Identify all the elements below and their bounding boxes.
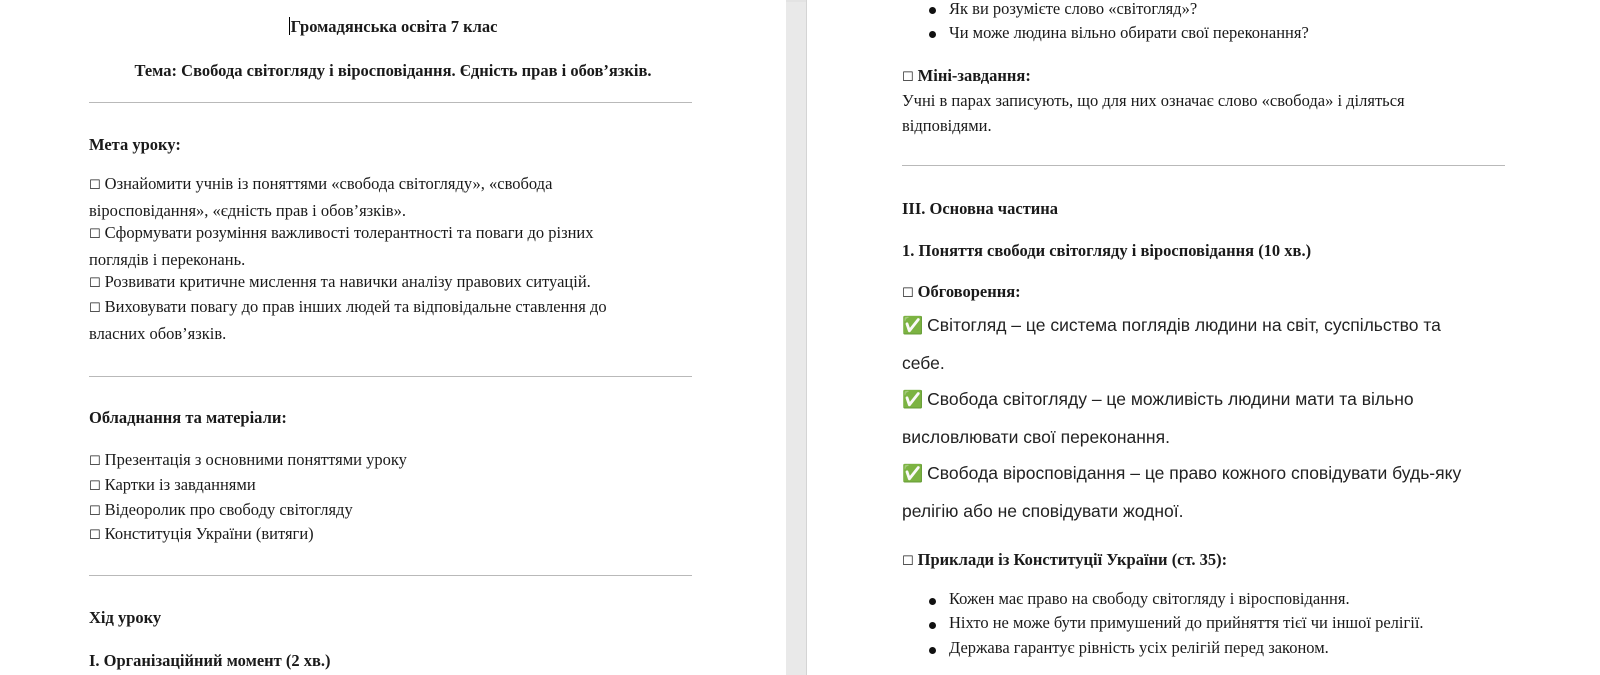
examples-heading[interactable]: ☐ Приклади із Конституції України (ст. 35): [902, 550, 1228, 569]
discussion-heading[interactable]: ☐ Обговорення: [902, 282, 1021, 301]
goal-item-4[interactable]: ☐ Виховувати повагу до прав інших людей та відповідальне ставлення до власних обов’язків. [89, 297, 607, 343]
checkbox-icon: ☐ [89, 178, 101, 193]
definition-item-2[interactable]: ✅ Свобода світогляду – це можливість людини мати та вільно висловлювати свої переконання. [902, 389, 1414, 447]
document-title[interactable]: Громадянська освіта 7 клас [290, 17, 498, 36]
checkbox-icon: ☐ [902, 70, 914, 85]
horizontal-rule [89, 376, 692, 377]
document-page-right[interactable] [806, 0, 1600, 675]
checkbox-icon: ☐ [902, 286, 914, 301]
section-1-heading[interactable]: 1. Поняття свободи світогляду і віросповідання (10 хв.) [902, 241, 1312, 260]
checkmark-icon: ✅ [902, 316, 924, 336]
bullet-icon [929, 598, 936, 605]
example-item-1[interactable]: Кожен має право на свободу світогляду і віросповідання. [949, 589, 1350, 608]
example-item-3[interactable]: Держава гарантує рівність усіх релігій перед законом. [949, 638, 1329, 657]
example-item-2[interactable]: Ніхто не може бути примушений до прийняття тієї чи іншої релігії. [949, 613, 1424, 632]
checkbox-icon: ☐ [89, 504, 101, 519]
text-cursor [289, 17, 290, 35]
goal-heading[interactable]: Мета уроку: [89, 135, 181, 154]
main-part-heading[interactable]: III. Основна частина [902, 199, 1059, 218]
bullet-icon [929, 622, 936, 629]
question-item-2[interactable]: Чи може людина вільно обирати свої переконання? [949, 23, 1309, 42]
course-heading[interactable]: Хід уроку [89, 608, 162, 627]
question-item-1[interactable]: Як ви розумієте слово «світогляд»? [949, 0, 1198, 18]
goal-item-3[interactable]: ☐ Розвивати критичне мислення та навички аналізу правових ситуацій. [89, 272, 591, 291]
checkmark-icon: ✅ [902, 390, 924, 410]
checkbox-icon: ☐ [902, 554, 914, 569]
checkbox-icon: ☐ [89, 479, 101, 494]
equipment-item-4[interactable]: ☐ Конституція України (витяги) [89, 524, 314, 543]
goal-item-2[interactable]: ☐ Сформувати розуміння важливості толерантності та поваги до різних поглядів і переконань. [89, 223, 594, 269]
mini-task-heading[interactable]: ☐ Міні-завдання: [902, 66, 1031, 85]
goal-item-1[interactable]: ☐ Ознайомити учнів із поняттями «свобода світогляду», «свобода віросповідання», «єдність прав і обов’язків». [89, 174, 553, 220]
bullet-icon [929, 647, 936, 654]
checkbox-icon: ☐ [89, 454, 101, 469]
horizontal-rule [89, 575, 692, 576]
checkmark-icon: ✅ [902, 464, 924, 484]
equipment-item-3[interactable]: ☐ Відеоролик про свободу світогляду [89, 500, 353, 519]
definition-item-3[interactable]: ✅ Свобода віросповідання – це право кожного сповідувати будь-яку релігію або не сповідувати жодної. [902, 463, 1462, 521]
bullet-icon [929, 31, 936, 38]
equipment-item-1[interactable]: ☐ Презентація з основними поняттями уроку [89, 450, 407, 469]
mini-task-text[interactable]: Учні в парах записують, що для них означає слово «свобода» і діляться відповідями. [902, 91, 1405, 135]
horizontal-rule [89, 102, 692, 103]
checkbox-icon: ☐ [89, 227, 101, 242]
equipment-heading[interactable]: Обладнання та матеріали: [89, 408, 287, 427]
document-page-left[interactable] [0, 0, 786, 675]
checkbox-icon: ☐ [89, 276, 101, 291]
checkbox-icon: ☐ [89, 301, 101, 316]
checkbox-icon: ☐ [89, 528, 101, 543]
bullet-icon [929, 7, 936, 14]
stage-1-heading[interactable]: I. Організаційний момент (2 хв.) [89, 651, 331, 670]
equipment-item-2[interactable]: ☐ Картки із завданнями [89, 475, 256, 494]
definition-item-1[interactable]: ✅ Світогляд – це система поглядів людини на світ, суспільство та себе. [902, 315, 1441, 373]
lesson-topic[interactable]: Тема: Свобода світогляду і віросповідання. Єдність прав і обов’язків. [134, 61, 652, 80]
horizontal-rule [902, 165, 1505, 166]
